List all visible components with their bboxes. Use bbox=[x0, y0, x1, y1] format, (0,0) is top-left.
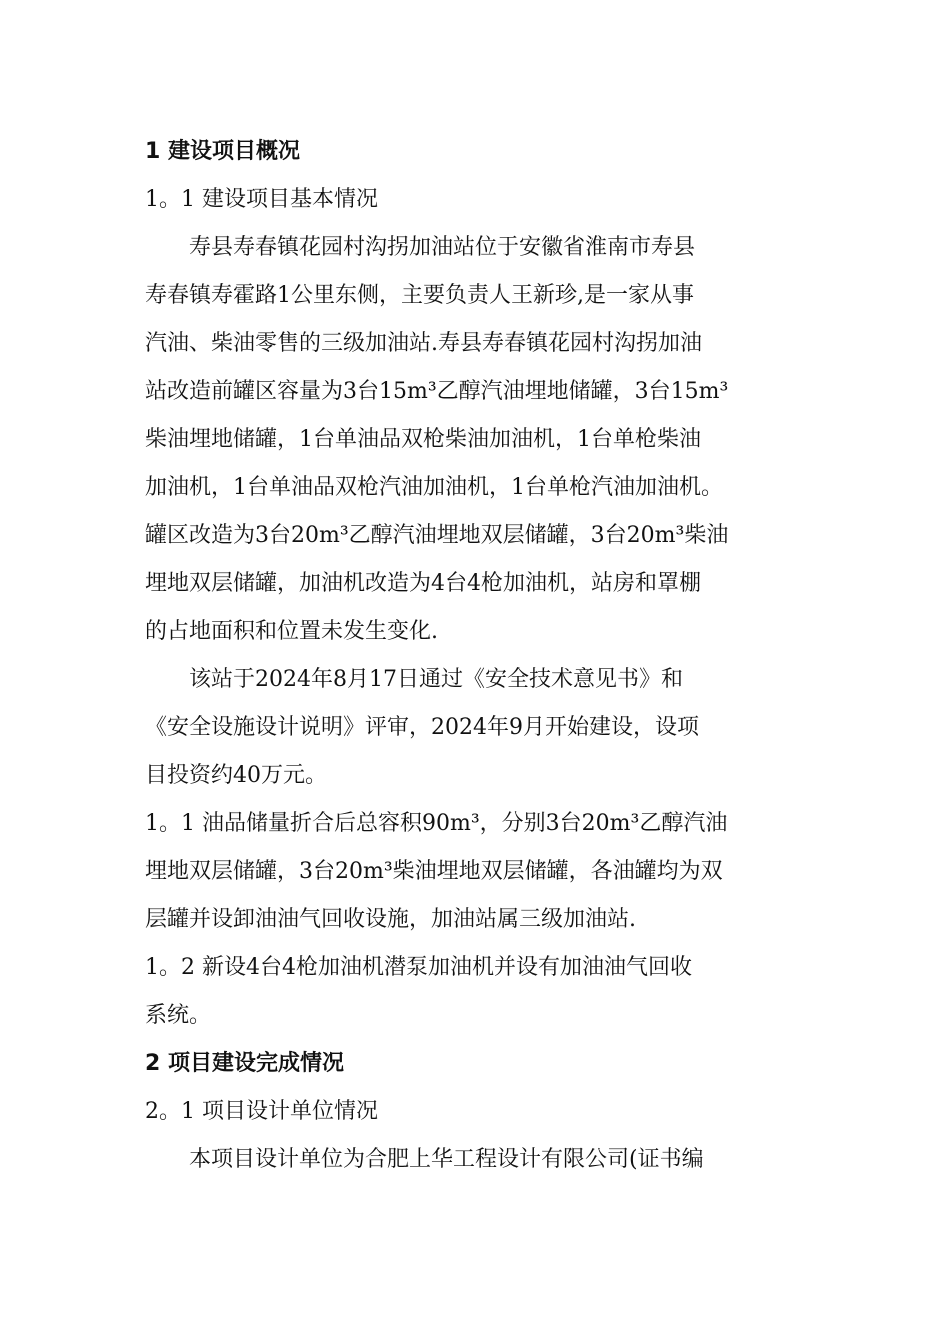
paragraph-line: 该站于2024年8月17日通过《安全技术意见书》和 bbox=[189, 667, 683, 692]
section-1-1-paragraph-1 bbox=[145, 224, 810, 656]
item-1-1 bbox=[145, 800, 810, 944]
paragraph-line: 层罐并设卸油油气回收设施，加油站属三级加油站. bbox=[145, 907, 636, 932]
section-1-1-title: 1。1 建设项目基本情况 bbox=[145, 187, 378, 212]
paragraph-line: 汽油、柴油零售的三级加油站.寿县寿春镇花园村沟拐加油 bbox=[145, 331, 702, 356]
paragraph-line: 系统。 bbox=[145, 1003, 212, 1028]
paragraph-line: 1。1 油品储量折合后总容积90m³，分别3台20m³乙醇汽油 bbox=[145, 811, 728, 836]
paragraph-line: 埋地双层储罐，3台20m³柴油埋地双层储罐，各油罐均为双 bbox=[145, 859, 723, 884]
paragraph-line: 本项目设计单位为合肥上华工程设计有限公司(证书编 bbox=[189, 1147, 704, 1172]
paragraph-line: 寿春镇寿霍路1公里东侧，主要负责人王新珍,是一家从事 bbox=[145, 283, 694, 308]
section-2-heading: 2 项目建设完成情况 bbox=[145, 1051, 344, 1076]
section-2-1-paragraph-1 bbox=[145, 1136, 810, 1184]
paragraph-line: 加油机，1台单油品双枪汽油加油机，1台单枪汽油加油机。 bbox=[145, 475, 723, 500]
section-1-1-paragraph-2 bbox=[145, 656, 810, 800]
paragraph-line: 寿县寿春镇花园村沟拐加油站位于安徽省淮南市寿县 bbox=[189, 235, 696, 260]
paragraph-line: 埋地双层储罐，加油机改造为4台4枪加油机，站房和罩棚 bbox=[145, 571, 701, 596]
paragraph-line: 站改造前罐区容量为3台15m³乙醇汽油埋地储罐，3台15m³ bbox=[145, 379, 729, 404]
paragraph-line: 1。2 新设4台4枪加油机潜泵加油机并设有加油油气回收 bbox=[145, 955, 692, 980]
paragraph-line: 目投资约40万元。 bbox=[145, 763, 327, 788]
document-content bbox=[145, 128, 810, 1184]
paragraph-line: 柴油埋地储罐，1台单油品双枪柴油加油机，1台单枪柴油 bbox=[145, 427, 701, 452]
paragraph-line: 《安全设施设计说明》评审，2024年9月开始建设，设项 bbox=[145, 715, 699, 740]
paragraph-line: 的占地面积和位置未发生变化. bbox=[145, 619, 438, 644]
section-1-heading: 1 建设项目概况 bbox=[145, 139, 300, 164]
paragraph-line: 罐区改造为3台20m³乙醇汽油埋地双层储罐，3台20m³柴油 bbox=[145, 523, 729, 548]
section-2-1-title: 2。1 项目设计单位情况 bbox=[145, 1099, 378, 1124]
item-1-2 bbox=[145, 944, 810, 1040]
